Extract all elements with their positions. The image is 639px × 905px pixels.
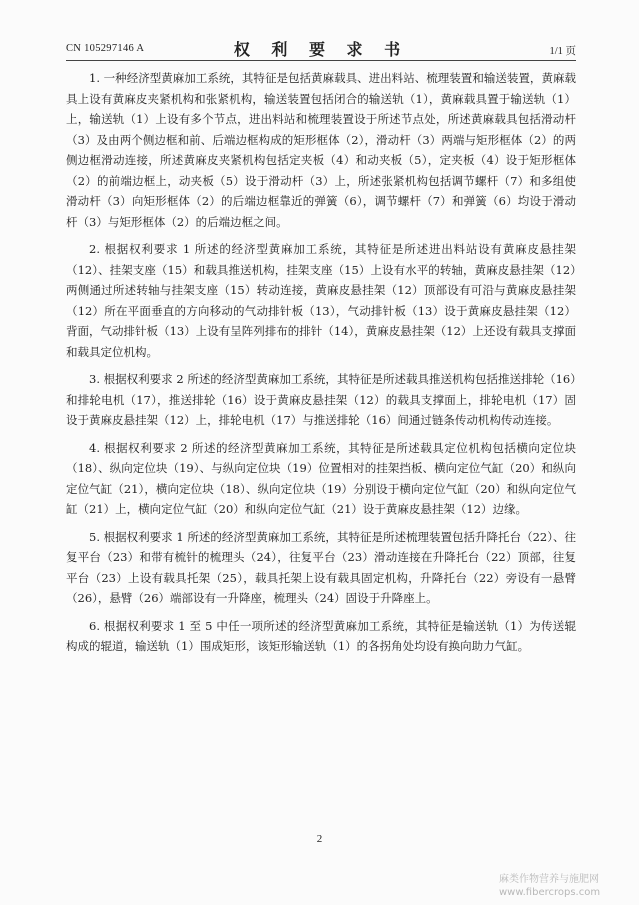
site-watermark — [499, 873, 631, 899]
claim-5: 5. 根据权利要求 1 所述的经济型黄麻加工系统，其特征是所述梳理装置包括升降托台（22）、往复平台（23）和带有梳针的梳理头（24），往复平台（23）滑动连接在升降托台（22）顶部，往复平台（23）上设有载具托架（25），载具托架上设有载具固定机构，升降托台（22）旁设有一悬臂（26），悬臂（26）端部设有一升降座，梳理头（24）固设于升降座上。 — [66, 529, 576, 605]
document-title: 权 利 要 求 书 — [233, 40, 409, 59]
header-divider — [66, 60, 576, 61]
page-count: 1/1 页 — [549, 46, 576, 57]
watermark-line-1: 麻类作物营养与施肥网 — [499, 874, 599, 885]
claim-3: 3. 根据权利要求 2 所述的经济型黄麻加工系统，其特征是所述载具推送机构包括推送排轮（16）和排轮电机（17），推送排轮（16）设于黄麻皮悬挂架（12）的载具支撑面上，排轮电机（17）固设于黄麻皮悬挂架（12）上，排轮电机（17）与推送排轮（16）间通过链条传动机构传动连接。 — [66, 372, 576, 427]
watermark-line-2: www.fibercrops.com — [499, 887, 601, 898]
claims-list — [66, 68, 576, 664]
claim-6: 6. 根据权利要求 1 至 5 中任一项所述的经济型黄麻加工系统，其特征是输送轨（1）为传送辊构成的辊道，输送轨（1）围成矩形，该矩形输送轨（1）的各拐角处均设有换向助力气缸。 — [66, 618, 576, 653]
claim-1: 1. 一种经济型黄麻加工系统，其特征是包括黄麻载具、进出料站、梳理装置和输送装置，黄麻载具上设有黄麻皮夹紧机构和张紧机构，输送装置包括闭合的输送轨（1），黄麻载具置于输送轨（1）上，输送轨（1）上设有多个节点，进出料站和梳理装置设于所述节点处，所述黄麻载具包括滑动杆（3）及由两个侧边框和前、后端边框构成的矩形框体（2），滑动杆（3）两端与矩形框体（2）的两侧边框滑动连接，所述黄麻皮夹紧机构包括定夹板（4）和动夹板（5），定夹板（4）设于矩形框体（2）的前端边框上，动夹板（5）设于滑动杆（3）上，所述张紧机构包括调节螺杆（7）和多组使滑动杆（3）向矩形框体（2）的后端边框靠近的弹簧（6），调节螺杆（7）和弹簧（6）均设于滑动杆（3）与矩形框体（2）的后端边框之间。 — [66, 71, 576, 229]
claim-4: 4. 根据权利要求 2 所述的经济型黄麻加工系统，其特征是所述载具定位机构包括横向定位块（18）、纵向定位块（19）、与纵向定位块（19）位置相对的挂架挡板、横向定位气缸（20）和纵向定位气缸（21），横向定位块（18）、纵向定位块（19）分别设于横向定位气缸（20）和纵向定位气缸（21）上，横向定位气缸（20）和纵向定位气缸（21）设于黄麻皮悬挂架（12）边缘。 — [66, 440, 576, 516]
page-number: 2 — [316, 833, 323, 845]
publication-number: CN 105297146 A — [66, 43, 145, 54]
claim-2: 2. 根据权利要求 1 所述的经济型黄麻加工系统，其特征是所述进出料站设有黄麻皮悬挂架（12）、挂架支座（15）和载具推送机构，挂架支座（15）上设有水平的转轴，黄麻皮悬挂架（12）两侧通过所述转轴与挂架支座（15）转动连接，黄麻皮悬挂架（12）顶部设有可沿与黄麻皮悬挂架（12）所在平面垂直的方向移动的气动排针板（13），气动排针板（13）设于黄麻皮悬挂架（12）背面，气动排针板（13）上设有呈阵列排布的排针（14），黄麻皮悬挂架（12）上还设有载具支撑面和载具定位机构。 — [66, 242, 576, 359]
page-header — [66, 33, 576, 63]
